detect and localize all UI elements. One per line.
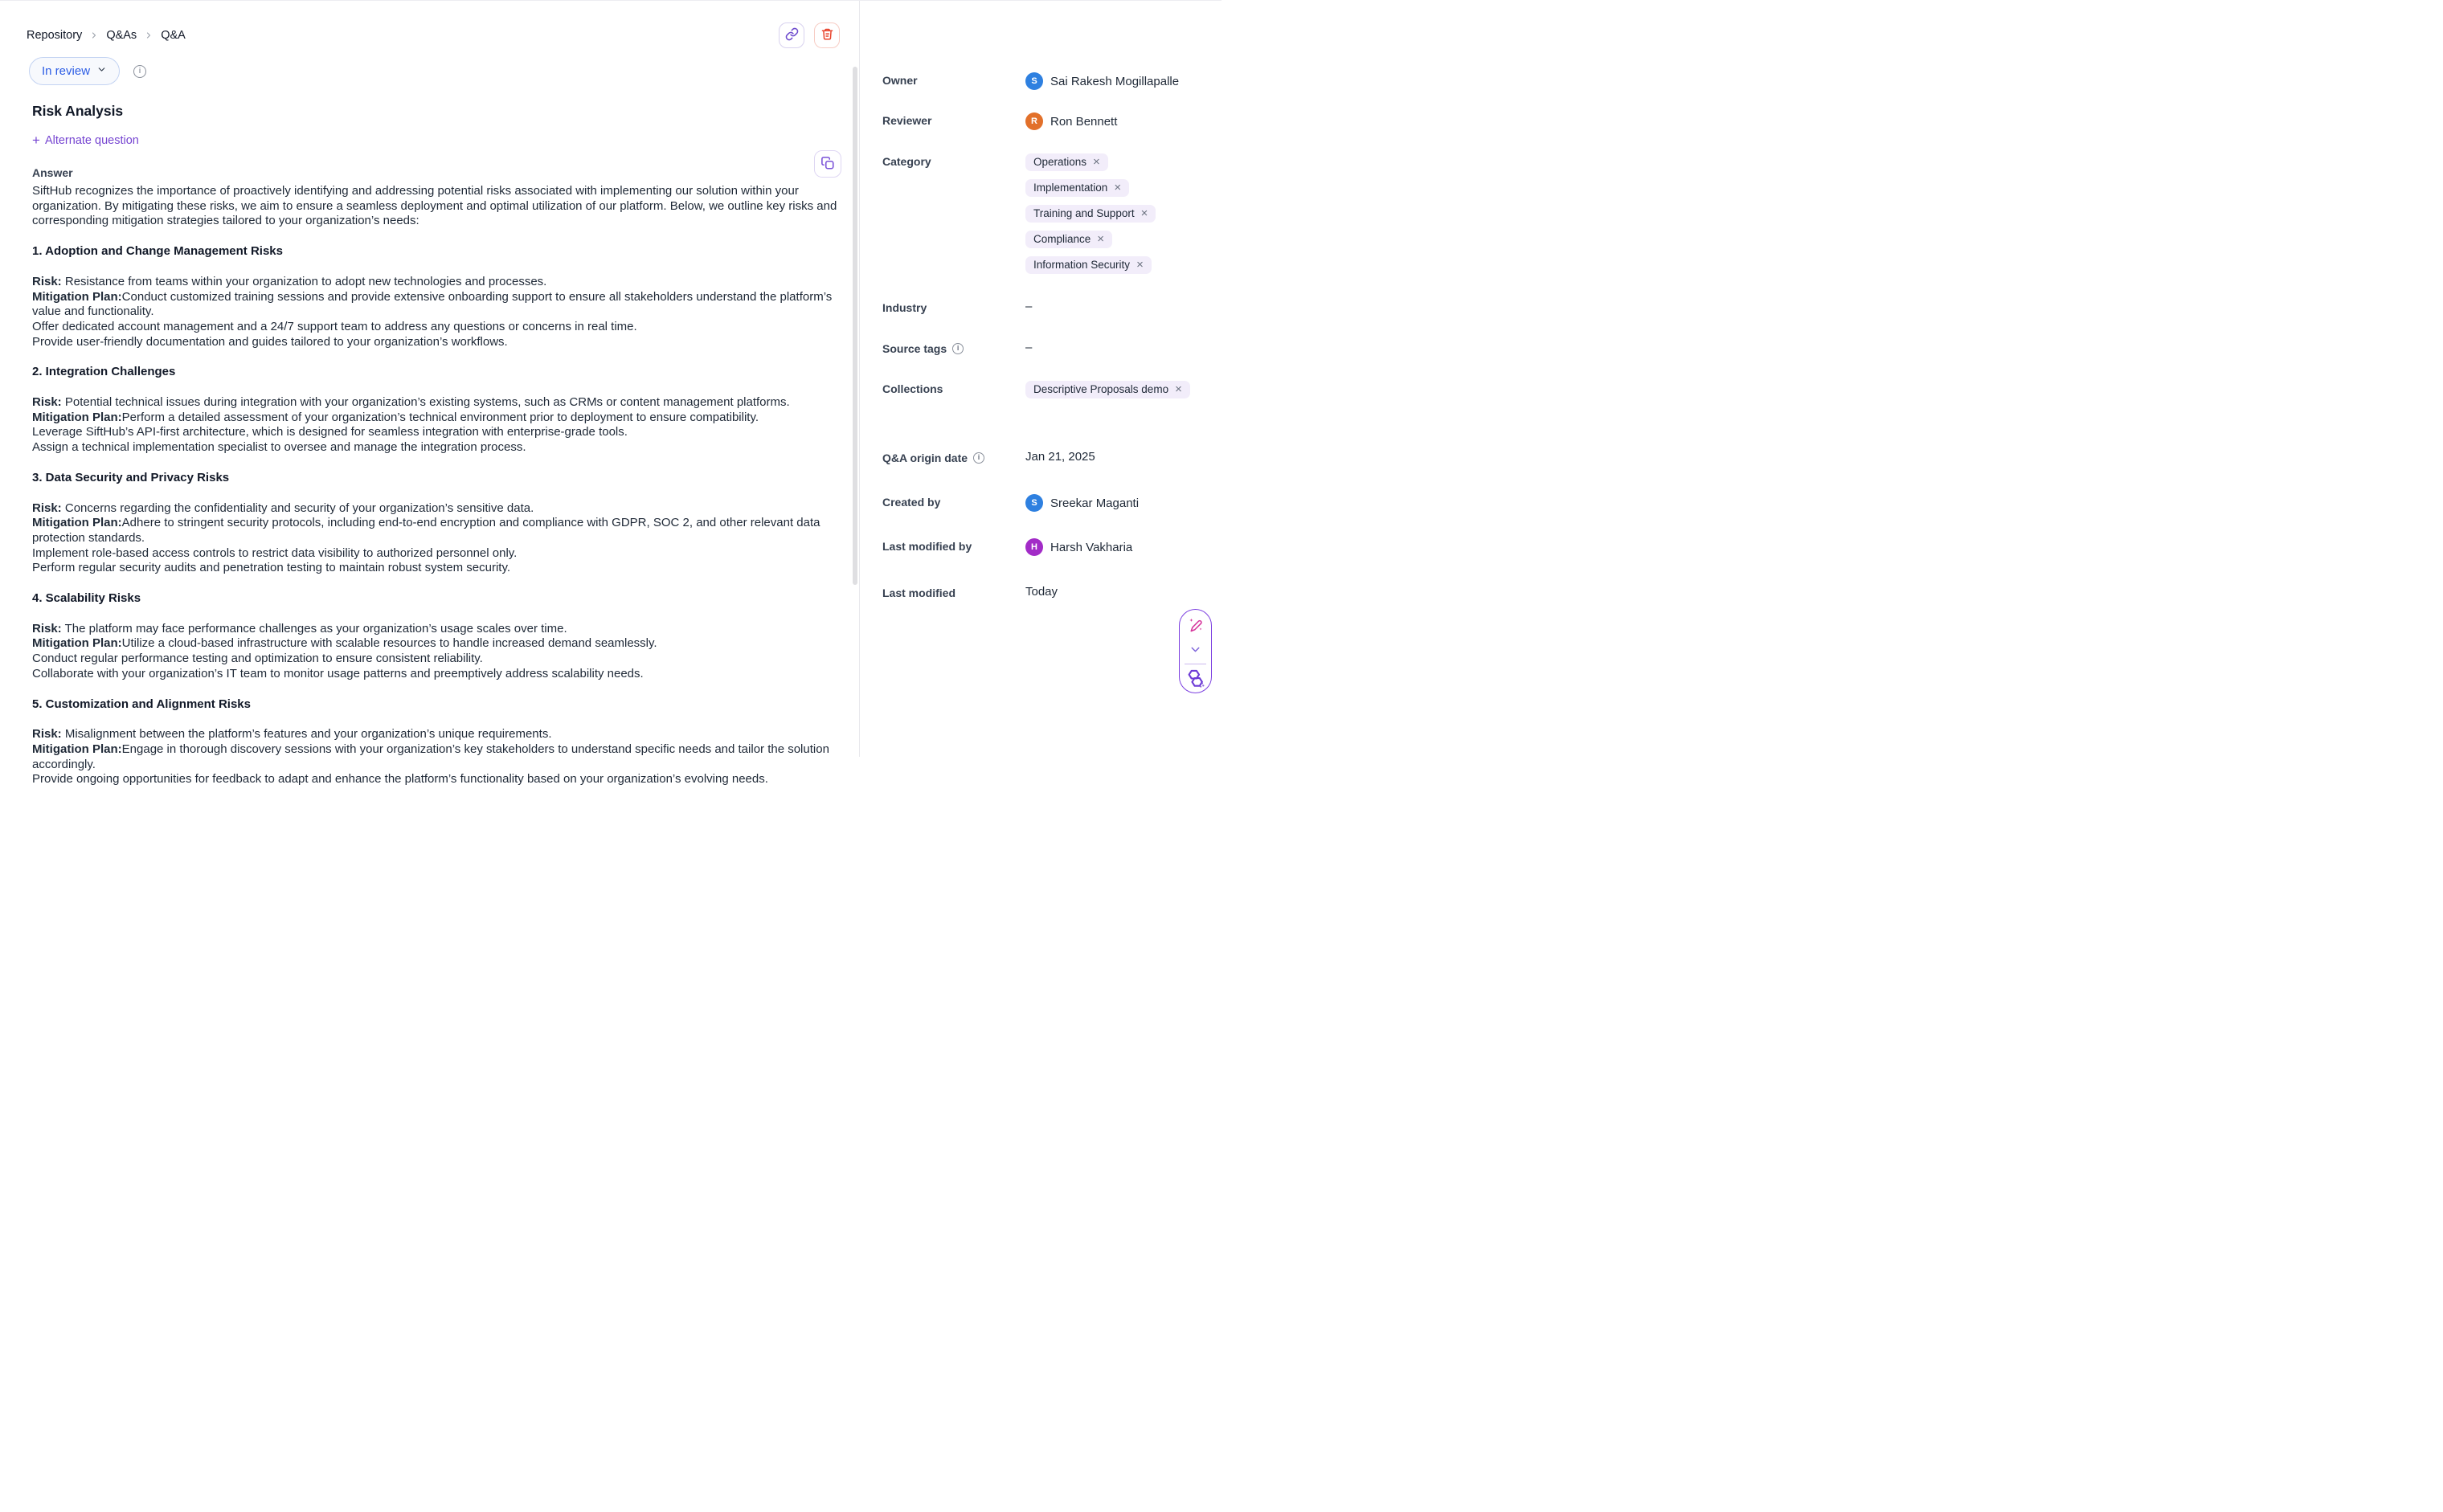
sidebar-row-owner	[882, 72, 1222, 90]
status-dropdown[interactable]	[29, 57, 120, 85]
industry-label: Industry	[882, 301, 927, 314]
source-tags-value: –	[1025, 341, 1033, 354]
created-by-label: Created by	[882, 496, 941, 509]
category-label: Category	[882, 155, 931, 168]
answer-section-heading: 4. Scalability Risks	[32, 591, 141, 606]
answer-line: Risk: Concerns regarding the confidentiality and security of your organization’s sensitive data.	[32, 501, 534, 515]
chevron-right-icon	[89, 31, 99, 40]
chevron-down-icon	[96, 64, 107, 78]
collapse-widget-button[interactable]	[1189, 643, 1202, 659]
last-modified-by-label: Last modified by	[882, 540, 972, 553]
answer-line: Mitigation Plan:Utilize a cloud-based infrastructure with scalable resources to handle increased demand seamlessly.	[32, 636, 657, 651]
remove-tag-icon[interactable]: ×	[1097, 232, 1105, 246]
collections-label: Collections	[882, 382, 943, 395]
answer-intro: SiftHub recognizes the importance of proactively identifying and addressing potential risks associated with implementing our solution within your organization. By mitigating these risks, we aim to ensure a seamless deployment and optimal utilization of our platform. Below, we outline key risks and corresponding mitigation strategies tailored to your organization’s needs:	[32, 184, 837, 228]
answer-line: Collaborate with your organization’s IT team to monitor usage patterns and preemptively address scalability needs.	[32, 666, 644, 680]
category-tag: Training and Support ×	[1025, 205, 1156, 223]
category-tag: Implementation ×	[1025, 179, 1129, 197]
category-tag: Operations ×	[1025, 153, 1108, 171]
sidebar-row-created-by	[882, 494, 1222, 512]
remove-tag-icon[interactable]: ×	[1114, 181, 1122, 194]
answer-line: Implement role-based access controls to restrict data visibility to authorized personnel only.	[32, 546, 518, 560]
qa-main-panel	[0, 1, 860, 787]
chevron-right-icon	[144, 31, 153, 40]
qa-detail-page	[0, 0, 1222, 787]
sidebar-row-collections	[882, 381, 1222, 398]
details-sidebar	[860, 1, 1222, 757]
add-alternate-question-button[interactable]	[32, 134, 139, 147]
origin-date-info-icon[interactable]: i	[973, 452, 984, 464]
category-tag: Information Security ×	[1025, 256, 1152, 274]
source-tags-info-icon[interactable]: i	[952, 343, 964, 354]
created-by-name: Sreekar Maganti	[1050, 496, 1140, 510]
plus-icon: +	[32, 133, 40, 148]
answer-line: Risk: The platform may face performance challenges as your organization’s usage scales over time.	[32, 621, 567, 635]
origin-date-value: Jan 21, 2025	[1025, 450, 1095, 464]
answer-section-heading: 5. Customization and Alignment Risks	[32, 697, 251, 711]
breadcrumb-qa-current: Q&A	[161, 29, 186, 42]
answer-line: Mitigation Plan:Adhere to stringent security protocols, including end-to-end encryption and compliance with GDPR, SOC 2, and other relevant data protection standards.	[32, 516, 820, 545]
sifthub-logo-icon	[1185, 668, 1205, 691]
scrollbar-thumb[interactable]	[853, 67, 857, 585]
copy-answer-button[interactable]	[814, 150, 841, 178]
delete-button[interactable]	[814, 22, 840, 48]
link-icon	[785, 27, 799, 43]
answer-line: Risk: Resistance from teams within your organization to adopt new technologies and processes.	[32, 274, 547, 288]
answer-line: Conduct regular performance testing and optimization to ensure consistent reliability.	[32, 652, 483, 666]
answer-line: Risk: Potential technical issues during integration with your organization’s existing systems, such as CRMs or content management platforms.	[32, 395, 790, 410]
ai-assistant-widget	[1179, 609, 1212, 693]
breadcrumb-qas[interactable]: Q&As	[106, 29, 137, 42]
reviewer-avatar: R	[1025, 112, 1043, 130]
industry-value: –	[1025, 300, 1033, 313]
status-info-icon[interactable]: i	[133, 65, 146, 78]
remove-tag-icon[interactable]: ×	[1175, 382, 1182, 396]
answer-section-heading: 1. Adoption and Change Management Risks	[32, 244, 283, 259]
answer-line: Mitigation Plan:Conduct customized training sessions and provide extensive onboarding support to ensure all stakeholders understand the platform’s value and functionality.	[32, 289, 833, 319]
answer-line: Leverage SiftHub’s API-first architecture, which is designed for seamless integration with enterprise-grade tools.	[32, 425, 628, 439]
question-title: Risk Analysis	[32, 103, 124, 119]
chevron-down-icon	[1189, 643, 1202, 659]
answer-text	[32, 184, 837, 803]
alternate-question-label: Alternate question	[44, 134, 139, 147]
answer-line: Offer dedicated account management and a 24/7 support team to address any questions or concerns in real time.	[32, 319, 637, 333]
created-by-avatar: S	[1025, 494, 1043, 512]
answer-line: Mitigation Plan:Perform a detailed assessment of your organization’s technical environment prior to deployment to ensure compatibility.	[32, 410, 759, 424]
sidebar-row-category	[882, 153, 1222, 274]
magic-write-button[interactable]	[1187, 617, 1204, 636]
reviewer-label: Reviewer	[882, 114, 932, 127]
reviewer-name: Ron Bennett	[1050, 114, 1118, 129]
remove-tag-icon[interactable]: ×	[1093, 155, 1100, 169]
category-tag: Compliance ×	[1025, 231, 1112, 248]
owner-label: Owner	[882, 74, 918, 87]
sidebar-row-last-modified	[882, 585, 1222, 599]
source-tags-label: Source tags	[882, 342, 947, 355]
answer-section-heading: 2. Integration Challenges	[32, 365, 176, 379]
origin-date-label: Q&A origin date	[882, 452, 968, 464]
answer-line: Provide ongoing opportunities for feedback to adapt and enhance the platform’s functionality based on your organization’s evolving needs.	[32, 772, 768, 787]
sidebar-row-origin-date	[882, 450, 1222, 464]
sparkle-pen-icon	[1187, 617, 1204, 636]
answer-section-body	[32, 622, 837, 682]
copy-icon	[820, 156, 835, 173]
answer-line: Mitigation Plan:Engage in thorough discovery sessions with your organization’s key stakeholders to understand specific needs and tailor the solution accordingly.	[32, 742, 829, 771]
answer-line: Risk: Misalignment between the platform’s features and your organization’s unique requirements.	[32, 727, 552, 742]
collection-tag: Descriptive Proposals demo ×	[1025, 381, 1190, 398]
category-tags	[1025, 153, 1156, 274]
answer-label: Answer	[32, 166, 73, 179]
answer-section-heading: 3. Data Security and Privacy Risks	[32, 470, 230, 484]
status-value: In review	[42, 64, 91, 78]
remove-tag-icon[interactable]: ×	[1140, 206, 1148, 220]
last-modified-label: Last modified	[882, 586, 956, 599]
last-modified-by-avatar: H	[1025, 538, 1043, 556]
breadcrumb	[27, 29, 186, 42]
answer-section-body	[32, 727, 837, 787]
answer-line: Provide user-friendly documentation and guides tailored to your organization’s workflows.	[32, 334, 508, 349]
answer-line: Perform regular security audits and penetration testing to maintain robust system security.	[32, 561, 510, 575]
owner-avatar: S	[1025, 72, 1043, 90]
header-actions	[779, 22, 840, 48]
answer-section-body	[32, 501, 837, 577]
answer-line: Assign a technical implementation specialist to oversee and manage the integration process.	[32, 440, 526, 455]
owner-name: Sai Rakesh Mogillapalle	[1050, 74, 1180, 88]
copy-link-button[interactable]	[779, 22, 804, 48]
status-row	[29, 57, 146, 85]
breadcrumb-repository[interactable]: Repository	[27, 29, 83, 42]
sidebar-row-industry	[882, 300, 1222, 314]
trash-icon	[820, 27, 834, 43]
last-modified-value: Today	[1025, 585, 1058, 599]
answer-section-body	[32, 275, 837, 350]
last-modified-by-name: Harsh Vakharia	[1050, 540, 1133, 554]
sidebar-row-source-tags	[882, 341, 1222, 355]
remove-tag-icon[interactable]: ×	[1136, 258, 1144, 272]
sifthub-logo-button[interactable]	[1185, 668, 1205, 691]
sidebar-row-last-modified-by	[882, 538, 1222, 556]
collections-tags	[1025, 381, 1190, 398]
answer-sections	[32, 244, 837, 787]
answer-section-body	[32, 395, 837, 456]
sidebar-row-reviewer	[882, 112, 1222, 130]
